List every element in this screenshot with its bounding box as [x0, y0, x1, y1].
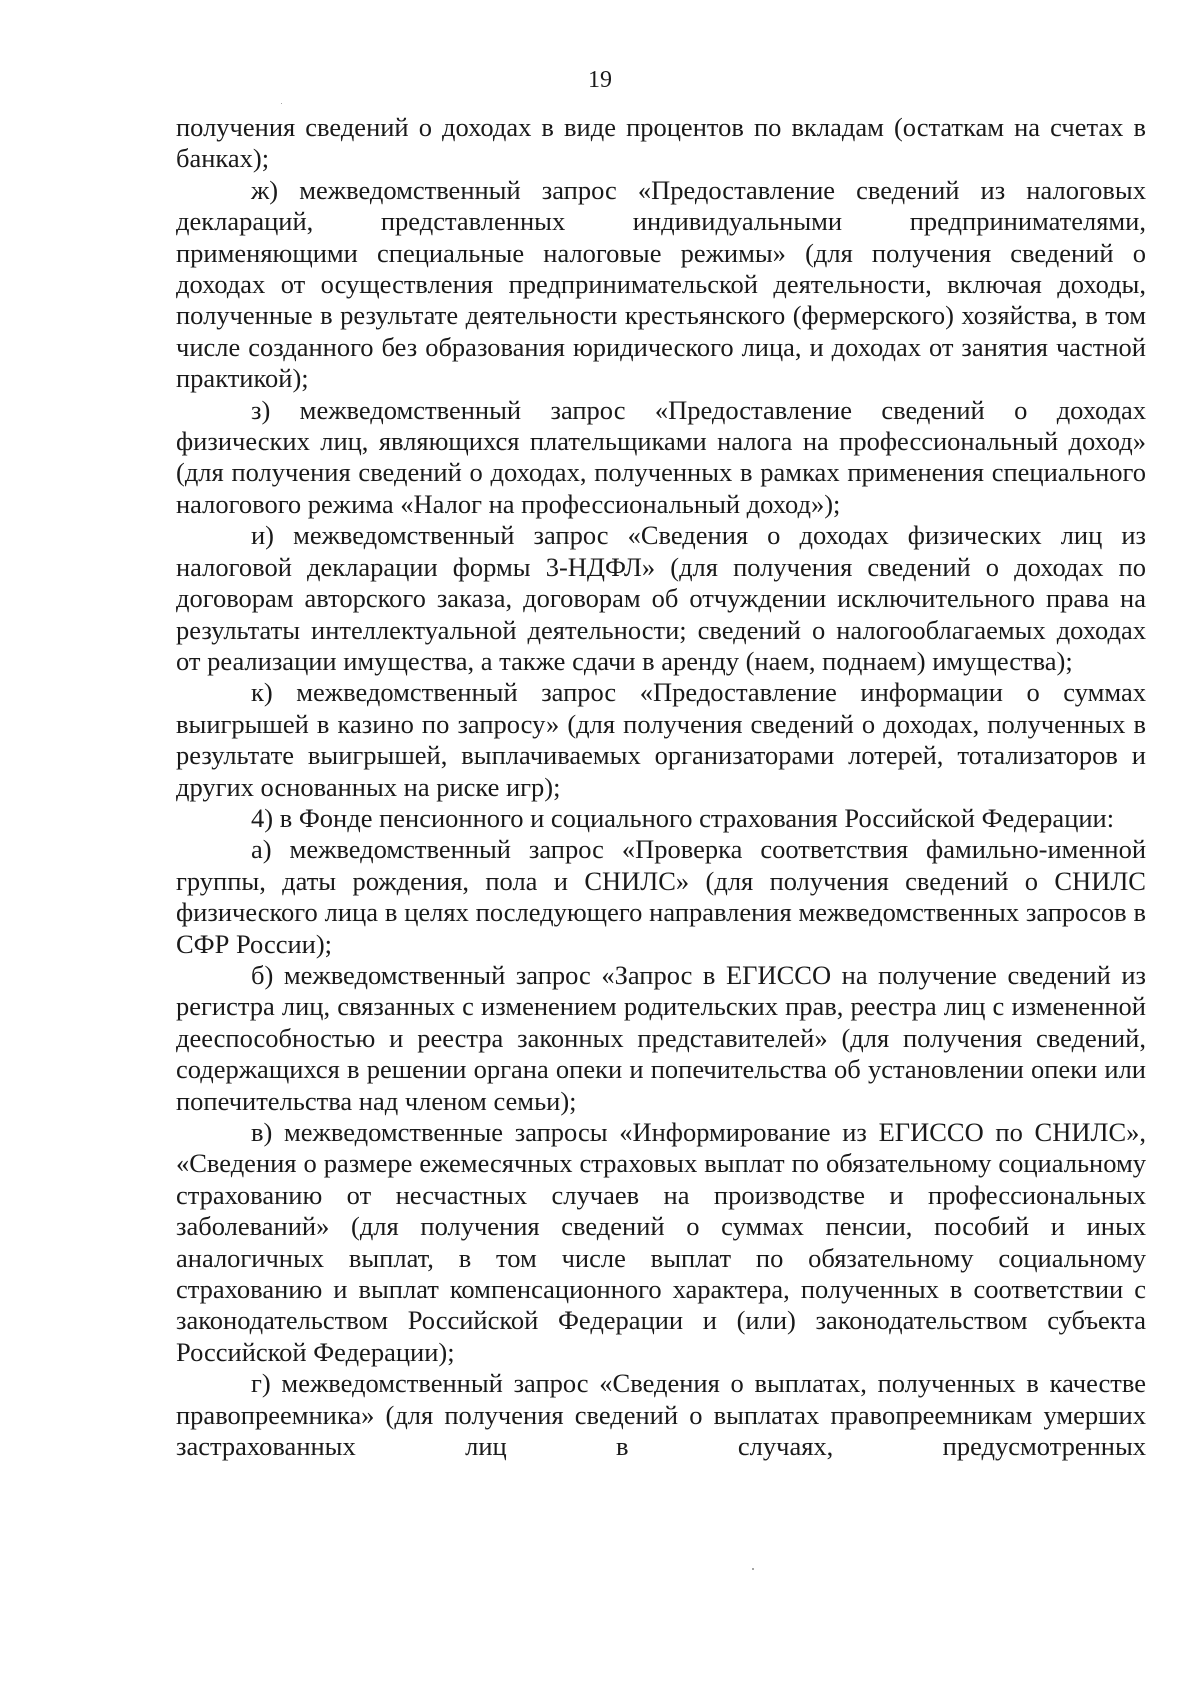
- paragraph-item-g: г) межведомственный запрос «Сведения о выплатах, полученных в качестве правопреемника» (для получения сведений о выплатах правопреемникам умерших застрахованных лиц в случаях, предусмотренных: [176, 1368, 1146, 1462]
- paragraph-item-k: к) межведомственный запрос «Предоставление информации о суммах выигрышей в казино по запросу» (для получения сведений о доходах, полученных в результате выигрышей, выплачиваемых организаторами лотерей, тотализаторов и других основанных на риске игр);: [176, 677, 1146, 802]
- document-body: [176, 112, 1146, 1462]
- paragraph-item-zh: ж) межведомственный запрос «Предоставление сведений из налоговых деклараций, представленных индивидуальными предпринимателями, применяющими специальные налоговые режимы» (для получения сведений о доходах от осуществления предпринимательской деятельности, включая доходы, полученные в результате деятельности крестьянского (фермерского) хозяйства, в том числе созданного без образования юридического лица, и доходах от занятия частной практикой);: [176, 174, 1146, 394]
- paragraph-item-i: и) межведомственный запрос «Сведения о доходах физических лиц из налоговой декларации формы 3-НДФЛ» (для получения сведений о доходах по договорам авторского заказа, договорам об отчуждении исключительного права на результаты интеллектуальной деятельности; сведений о налогооблагаемых доходах от реализации имущества, а также сдачи в аренду (наем, поднаем) имущества);: [176, 520, 1146, 676]
- paragraph-item-b: б) межведомственный запрос «Запрос в ЕГИССО на получение сведений из регистра лиц, связанных с изменением родительских прав, реестра лиц с измененной дееспособностью и реестра законных представителей» (для получения сведений, содержащихся в решении органа опеки и попечительства об установлении опеки или попечительства над членом семьи);: [176, 959, 1146, 1116]
- page-number: 19: [588, 67, 612, 93]
- paragraph-continuation: получения сведений о доходах в виде процентов по вкладам (остаткам на счетах в банках);: [176, 112, 1146, 174]
- paragraph-item-z: з) межведомственный запрос «Предоставление сведений о доходах физических лиц, являющихся плательщиками налога на профессиональный доход» (для получения сведений о доходах, полученных в рамках применения специального налогового режима «Налог на профессиональный доход»);: [176, 394, 1146, 519]
- scan-speck: [752, 1568, 754, 1570]
- scan-speck: [281, 103, 282, 104]
- paragraph-item-a: а) межведомственный запрос «Проверка соответствия фамильно-именной группы, даты рождения, пола и СНИЛС» (для получения сведений о СНИЛС физического лица в целях последующего направления межведомственных запросов в СФР России);: [176, 834, 1146, 959]
- paragraph-section-4: 4) в Фонде пенсионного и социального страхования Российской Федерации:: [251, 802, 1115, 833]
- paragraph-item-v: в) межведомственные запросы «Информирование из ЕГИССО по СНИЛС», «Сведения о размере ежемесячных страховых выплат по обязательному социальному страхованию от несчастных случаев на производстве и профессиональных заболеваний» (для получения сведений о суммах пенсии, пособий и иных аналогичных выплат, в том числе выплат по обязательному социальному страхованию и выплат компенсационного характера, полученных в соответствии с законодательством Российской Федерации и (или) законодательством субъекта Российской Федерации);: [176, 1117, 1146, 1367]
